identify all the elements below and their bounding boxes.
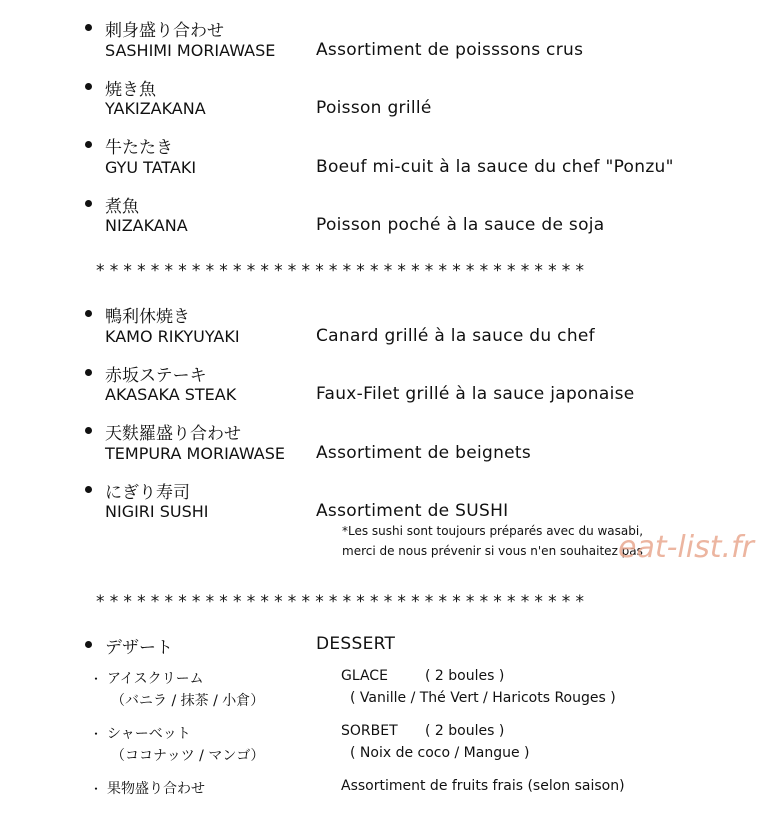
dish-romaji-name: KAMO RIKYUYAKI — [105, 327, 240, 346]
dish-romaji-name: NIZAKANA — [105, 216, 188, 235]
dish-japanese-name: 焼き魚 — [105, 80, 156, 100]
dish-french-description: Assortiment de beignets — [316, 443, 532, 463]
dish-french-description: Assortiment de SUSHI — [316, 501, 509, 521]
dessert-french-heading: DESSERT — [316, 634, 396, 654]
dish-japanese-name: 牛たたき — [105, 138, 173, 158]
dessert-french-detail: ( Noix de coco / Mangue ) — [350, 745, 530, 761]
dish-romaji-name: AKASAKA STEAK — [105, 385, 237, 404]
dessert-dot: ・ — [90, 727, 103, 741]
bullet — [85, 83, 92, 90]
dish-french-description: Poisson poché à la sauce de soja — [316, 215, 605, 235]
dish-french-description: Faux-Filet grillé à la sauce japonaise — [316, 384, 635, 404]
dish-french-description: Boeuf mi-cuit à la sauce du chef "Ponzu" — [316, 157, 674, 177]
dessert-japanese-detail: （バニラ / 抹茶 / 小倉） — [111, 693, 265, 709]
dessert-quantity: ( 2 boules ) — [425, 723, 505, 739]
dish-romaji-name: GYU TATAKI — [105, 158, 197, 177]
watermark: eat-list.fr — [618, 530, 754, 565]
dish-romaji-name: TEMPURA MORIAWASE — [105, 444, 286, 463]
dessert-japanese-name: シャーベット — [107, 726, 191, 742]
bullet — [85, 369, 92, 376]
bullet — [85, 310, 92, 317]
dish-romaji-name: NIGIRI SUSHI — [105, 502, 209, 521]
bullet — [85, 427, 92, 434]
dish-japanese-name: にぎり寿司 — [105, 483, 190, 503]
dish-japanese-name: 天麩羅盛り合わせ — [105, 424, 241, 444]
dish-french-description: Canard grillé à la sauce du chef — [316, 326, 595, 346]
bullet — [85, 24, 92, 31]
dessert-french-name: GLACE — [341, 668, 388, 684]
separator: ************************************ — [96, 261, 590, 281]
separator: ************************************ — [96, 592, 590, 612]
sushi-note-line: merci de nous prévenir si vous n'en souhaitez pas — [342, 544, 643, 558]
dessert-quantity: ( 2 boules ) — [425, 668, 505, 684]
dessert-dot: ・ — [90, 672, 103, 686]
dessert-french-name: Assortiment de fruits frais (selon saison) — [341, 778, 625, 794]
dish-romaji-name: SASHIMI MORIAWASE — [105, 41, 276, 60]
dish-japanese-name: 煮魚 — [105, 197, 139, 217]
dessert-french-detail: ( Vanille / Thé Vert / Haricots Rouges ) — [350, 690, 616, 706]
dessert-japanese-detail: （ココナッツ / マンゴ） — [111, 748, 265, 764]
bullet — [85, 200, 92, 207]
dessert-french-name: SORBET — [341, 723, 398, 739]
dish-japanese-name: 鴨利休焼き — [105, 307, 190, 327]
dish-japanese-name: 刺身盛り合わせ — [105, 21, 224, 41]
dessert-japanese-name: アイスクリーム — [107, 671, 204, 687]
dish-romaji-name: YAKIZAKANA — [105, 99, 206, 118]
sushi-note-line: *Les sushi sont toujours préparés avec du wasabi, — [342, 524, 644, 538]
dish-french-description: Assortiment de poisssons crus — [316, 40, 584, 60]
bullet — [85, 141, 92, 148]
bullet — [85, 641, 92, 648]
dessert-japanese-name: 果物盛り合わせ — [107, 781, 205, 797]
dish-french-description: Poisson grillé — [316, 98, 432, 118]
dessert-dot: ・ — [90, 782, 103, 796]
dish-japanese-name: 赤坂ステーキ — [105, 366, 207, 386]
dessert-japanese-heading: デザート — [105, 638, 173, 658]
bullet — [85, 486, 92, 493]
